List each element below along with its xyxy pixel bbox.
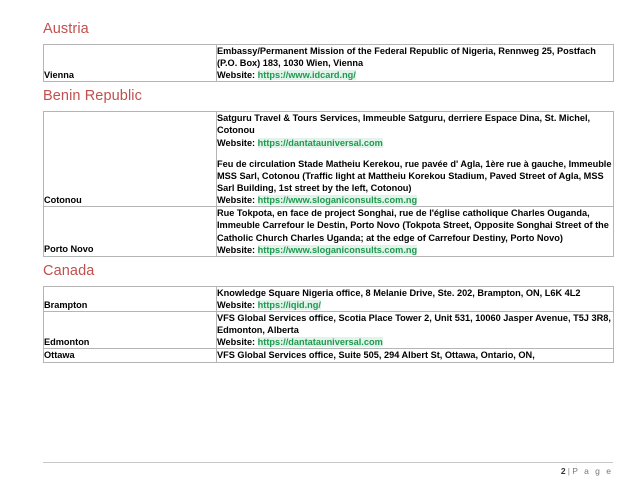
- city-cell: Edmonton: [44, 312, 217, 349]
- website-line: [217, 69, 613, 81]
- address-block: [217, 312, 613, 348]
- website-label: Website:: [217, 137, 258, 148]
- page-content: [43, 0, 613, 363]
- city-cell: Ottawa: [44, 349, 217, 362]
- website-url-link[interactable]: https://dantatauniversal.com: [257, 337, 383, 348]
- address-block: [217, 158, 613, 207]
- address-cell: [217, 349, 614, 362]
- address-block: [217, 45, 613, 81]
- city-cell: Vienna: [44, 44, 217, 81]
- address-text: Embassy/Permanent Mission of the Federal Republic of Nigeria, Rennweg 25, Postfach (P.O. Box) 183, 1030 Wien, Vienna: [217, 45, 596, 69]
- country-heading: Canada: [43, 262, 95, 279]
- website-url-link[interactable]: https://www.idcard.ng/: [257, 70, 356, 81]
- table-row: [44, 349, 614, 362]
- website-line: [217, 336, 613, 348]
- website-line: [217, 137, 613, 149]
- website-url-link[interactable]: https://www.sloganiconsults.com.ng: [257, 195, 418, 206]
- footer-page-number: 2: [560, 466, 566, 476]
- website-label: Website:: [217, 299, 258, 310]
- website-url-link[interactable]: https://www.sloganiconsults.com.ng: [257, 244, 418, 255]
- country-heading: Benin Republic: [43, 88, 142, 105]
- country-sections: [43, 0, 613, 363]
- table-row: [44, 44, 614, 81]
- country-address-table: [43, 286, 614, 363]
- address-cell: [217, 286, 614, 311]
- city-cell: Cotonou: [44, 112, 217, 207]
- address-block: [217, 349, 613, 361]
- table-row: [44, 286, 614, 311]
- address-block: [217, 112, 613, 148]
- website-label: Website:: [217, 244, 258, 255]
- address-cell: [217, 207, 614, 257]
- footer-divider: [43, 462, 613, 463]
- footer-separator: |: [567, 466, 571, 476]
- website-url-link[interactable]: https://dantatauniversal.com: [257, 137, 383, 148]
- website-line: [217, 194, 613, 206]
- page-footer: [561, 466, 613, 476]
- website-label: Website:: [217, 70, 258, 81]
- country-address-table: [43, 44, 614, 82]
- address-text: VFS Global Services office, Suite 505, 294 Albert St, Ottawa, Ontario, ON,: [217, 350, 535, 361]
- address-block: [217, 287, 613, 311]
- website-line: [217, 244, 613, 256]
- address-text: Knowledge Square Nigeria office, 8 Melanie Drive, Ste. 202, Brampton, ON, L6K 4L2: [217, 287, 581, 298]
- page-bottom-mask: [0, 456, 640, 460]
- address-cell: [217, 44, 614, 81]
- website-label: Website:: [217, 337, 258, 348]
- country-address-table: [43, 111, 614, 257]
- city-cell: Porto Novo: [44, 207, 217, 257]
- address-text: Satguru Travel & Tours Services, Immeuble Satguru, derriere Espace Dina, St. Michel, Cotonou: [217, 113, 591, 136]
- website-label: Website:: [217, 195, 258, 206]
- address-text: Feu de circulation Stade Matheiu Kerekou, rue pavée d' Agla, 1ère rue à gauche, Immeuble MSS Sarl, Cotonou (Traffic light at Mattheiu Korekou Stadium, Paved Street of Agla, MSS Sarl Building, 1st street by the left, Cotonou): [217, 158, 612, 193]
- website-url-link[interactable]: https://iqid.ng/: [257, 299, 321, 310]
- table-row: [44, 207, 614, 257]
- table-row: [44, 312, 614, 349]
- address-cell: [217, 112, 614, 207]
- address-block: [217, 207, 613, 256]
- table-row: [44, 112, 614, 207]
- address-text: Rue Tokpota, en face de project Songhai, rue de l'église catholique Charles Ouganda, Immeuble Carrefour le Destin, Porto Novo (Tokpota Street, Opposite Songhai Street of the Catholic Church Charles Uganda; at the edge of Carrefour Destiny, Porto Novo): [217, 208, 609, 243]
- address-text: VFS Global Services office, Scotia Place Tower 2, Unit 531, 10060 Jasper Avenue, T5J 3R8, Edmonton, Alberta: [217, 313, 611, 336]
- website-line: [217, 299, 613, 311]
- country-heading: Austria: [43, 21, 89, 37]
- address-cell: [217, 312, 614, 349]
- city-cell: Brampton: [44, 286, 217, 311]
- footer-page-word: P a g e: [572, 466, 613, 476]
